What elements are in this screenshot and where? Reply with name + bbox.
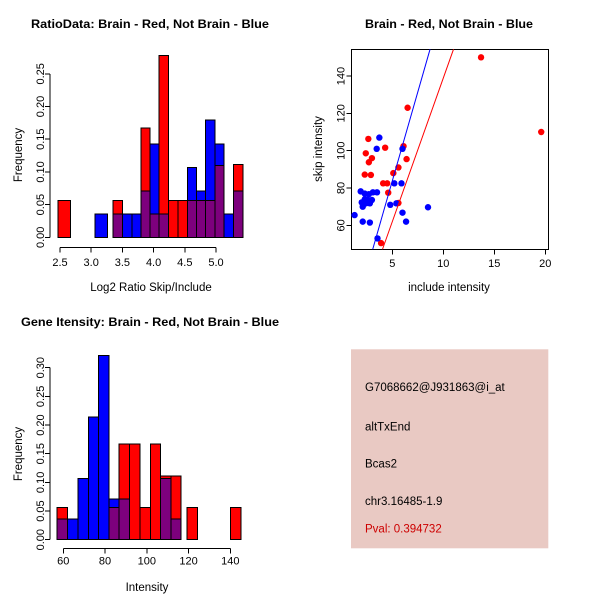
x-axis-label: Log2 Ratio Skip/Include: [90, 282, 212, 294]
info-line: G7068662@J931863@i_at: [365, 382, 505, 394]
histogram-bar-overlap: [119, 499, 129, 540]
y-tick-label: 0.30: [35, 356, 47, 379]
y-tick-label: 0.15: [35, 128, 47, 150]
x-tick-label: 5: [389, 258, 396, 270]
histogram-bar-blue: [132, 214, 141, 238]
scatter-point-red: [384, 180, 390, 186]
panel-title: RatioData: Brain - Red, Not Brain - Blue: [31, 17, 270, 31]
histogram-bar-overlap: [187, 201, 196, 238]
scatter-point-blue: [387, 202, 393, 208]
x-axis-label: include intensity: [408, 282, 490, 294]
histogram-bar-red: [187, 508, 197, 540]
y-axis-label: skip intensity: [313, 116, 325, 182]
scatter-point-blue: [398, 180, 404, 186]
x-tick-label: 10: [437, 258, 450, 270]
histogram-bar-red: [159, 55, 168, 237]
panel-gene-histogram: [0, 300, 300, 600]
fit-line-red: [383, 49, 454, 249]
x-tick-label: 4.0: [145, 257, 162, 269]
histogram-bar-blue: [88, 417, 98, 540]
histogram-bar-red: [140, 508, 150, 540]
histogram-bar-overlap: [215, 165, 224, 237]
y-axis-label: Frequency: [13, 127, 25, 183]
scatter-point-red: [362, 171, 368, 177]
x-tick-label: 100: [137, 555, 156, 568]
histogram-bar-overlap: [171, 519, 181, 540]
x-tick-label: 3.5: [114, 257, 131, 269]
histogram-bar-overlap: [113, 214, 122, 238]
y-axis-label: Frequency: [13, 426, 25, 482]
x-tick-label: 4.5: [177, 257, 193, 269]
panel-info-box: [300, 300, 600, 600]
histogram-bar-red: [231, 508, 241, 540]
scatter-point-blue: [367, 219, 373, 225]
histogram-bar-blue: [95, 214, 107, 238]
y-tick-label: 0.05: [35, 193, 47, 216]
x-tick-label: 3.0: [83, 257, 99, 269]
x-tick-label: 20: [539, 258, 552, 270]
info-line-pval: Pval: 0.394732: [365, 523, 442, 536]
y-tick-label: 140: [335, 66, 348, 86]
histogram-bar-blue: [99, 356, 109, 540]
y-tick-label: 0.25: [35, 385, 47, 408]
y-tick-label: 80: [335, 181, 348, 195]
panel-title: Gene Itensity: Brain - Red, Not Brain - Blue: [21, 315, 280, 329]
x-tick-label: 5.0: [208, 257, 224, 269]
histogram-bar-red: [178, 201, 187, 238]
y-tick-label: 120: [335, 104, 348, 123]
panel-intensity-scatter: [300, 0, 600, 300]
histogram-bar-red: [130, 444, 140, 540]
histogram-bar-blue: [122, 214, 131, 238]
scatter-point-red: [365, 136, 371, 142]
scatter-point-red: [368, 172, 374, 178]
x-axis-label: Intensity: [125, 582, 169, 594]
scatter-point-blue: [376, 134, 382, 140]
y-tick-label: 0.20: [35, 414, 48, 436]
histogram-bar-overlap: [141, 191, 150, 237]
scatter-point-blue: [360, 218, 366, 224]
scatter-point-blue: [373, 146, 379, 152]
y-tick-label: 0.00: [35, 528, 47, 551]
y-tick-label: 0.20: [35, 95, 47, 118]
panel-title: Brain - Red, Not Brain - Blue: [365, 17, 534, 31]
y-tick-label: 0.15: [35, 442, 47, 465]
fit-line-blue: [373, 49, 430, 249]
x-tick-label: 80: [98, 555, 112, 568]
histogram-bar-overlap: [197, 201, 206, 238]
y-tick-label: 100: [335, 141, 348, 160]
x-tick-label: 140: [221, 555, 240, 568]
scatter-point-red: [538, 129, 544, 135]
info-box: [351, 349, 548, 548]
y-tick-label: 0.25: [35, 63, 47, 85]
scatter-point-blue: [351, 212, 357, 218]
histogram-bar-blue: [68, 519, 78, 540]
info-line: Bcas2: [365, 458, 397, 471]
x-tick-label: 2.5: [52, 257, 68, 269]
scatter-point-blue: [403, 218, 409, 224]
histogram-bar-overlap: [205, 201, 214, 238]
histogram-bar-overlap: [57, 519, 67, 540]
x-tick-label: 120: [179, 555, 198, 568]
scatter-point-red: [382, 144, 388, 150]
info-line: altTxEnd: [365, 421, 411, 434]
scatter-point-red: [366, 159, 372, 165]
histogram-bar-red: [150, 444, 160, 540]
scatter-point-blue: [360, 203, 366, 209]
scatter-point-blue: [425, 204, 431, 210]
scatter-point-blue: [374, 189, 380, 195]
scatter-point-blue: [367, 200, 373, 206]
y-tick-label: 0.10: [35, 471, 47, 494]
histogram-bar-overlap: [150, 214, 159, 238]
histogram-bar-blue: [78, 478, 88, 539]
scatter-point-red: [403, 156, 409, 162]
y-tick-label: 0.10: [35, 161, 47, 183]
histogram-bar-red: [58, 201, 70, 238]
scatter-point-red: [363, 150, 369, 156]
histogram-bar-overlap: [161, 478, 171, 539]
y-tick-label: 60: [335, 219, 348, 232]
histogram-bar-overlap: [159, 214, 168, 238]
x-tick-label: 60: [57, 555, 70, 568]
histogram-bar-overlap: [109, 508, 119, 540]
y-tick-label: 0.05: [35, 500, 47, 522]
panel-ratio-histogram: [0, 0, 300, 300]
info-line: chr3.16485-1.9: [365, 496, 443, 508]
histogram-bar-blue: [224, 214, 233, 238]
scatter-point-blue: [399, 209, 405, 215]
x-tick-label: 15: [488, 258, 501, 270]
histogram-bar-overlap: [233, 191, 242, 237]
y-tick-label: 0.00: [35, 226, 47, 249]
scatter-point-red: [404, 105, 410, 111]
histogram-bar-red: [169, 201, 178, 238]
scatter-point-red: [478, 54, 484, 60]
